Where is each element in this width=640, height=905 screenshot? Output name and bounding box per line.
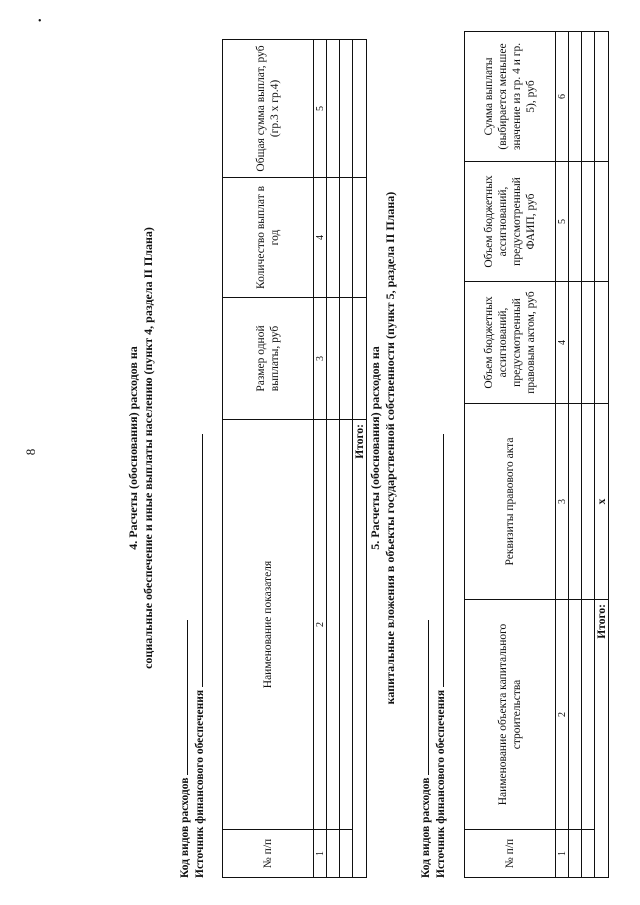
s4-col-name-header: Наименование показателя bbox=[223, 420, 314, 830]
section-5-header-row bbox=[465, 32, 556, 878]
s4-col-size-header: Размер одной выплаты, руб bbox=[223, 298, 314, 420]
section-4-total-row bbox=[353, 40, 367, 878]
section-5-title-line1: 5. Расчеты (обоснования) расходов на bbox=[368, 346, 382, 550]
s4-colnum-1: 1 bbox=[314, 830, 327, 878]
section-4-istochnik-line bbox=[191, 434, 208, 878]
section-4-istochnik-fill-line bbox=[191, 434, 203, 687]
table-row bbox=[582, 32, 595, 878]
section-5-istochnik-line bbox=[432, 434, 449, 878]
section-5-kod-label: Код видов расходов bbox=[420, 777, 432, 878]
table-row bbox=[569, 32, 582, 878]
s5-col-act-header: Реквизиты правового акта bbox=[465, 404, 556, 600]
s5-colnum-2: 2 bbox=[556, 600, 569, 830]
s5-col-faip-volume-header: Объем бюджетных ассигнований, предусмотренный ФАИП, руб bbox=[465, 162, 556, 282]
section-4-title-line2: социальные обеспечение и иные выплаты населению (пункт 4, раздела II Плана) bbox=[141, 227, 155, 669]
s4-colnum-3: 3 bbox=[314, 298, 327, 420]
section-4-table bbox=[222, 39, 367, 878]
section-4-header-row bbox=[223, 40, 314, 878]
s5-colnum-4: 4 bbox=[556, 282, 569, 404]
section-5-istochnik-fill-line bbox=[432, 434, 444, 687]
section-4-title-line1: 4. Расчеты (обоснования) расходов на bbox=[126, 346, 140, 550]
s5-col-payment-header: Сумма выплаты (выбирается меньшее значение из гр. 4 и гр. 5), руб bbox=[465, 32, 556, 162]
s5-col-num-header: № п/п bbox=[465, 830, 556, 878]
section-5-kod-fill-line bbox=[417, 620, 429, 775]
section-5-istochnik-label: Источник финансового обеспечения bbox=[435, 689, 447, 878]
s5-colnum-5: 5 bbox=[556, 162, 569, 282]
s5-col-object-header: Наименование объекта капитального строительства bbox=[465, 600, 556, 830]
section-4-istochnik-label: Источник финансового обеспечения bbox=[194, 689, 206, 878]
s5-total-label: Итого: bbox=[595, 600, 609, 878]
s4-col-count-header: Количество выплат в год bbox=[223, 178, 314, 298]
s5-total-x: x bbox=[595, 404, 609, 600]
section-4-kod-fill-line bbox=[176, 620, 188, 775]
section-4-kod-label: Код видов расходов bbox=[179, 777, 191, 878]
s5-colnum-3: 3 bbox=[556, 404, 569, 600]
scan-dot-mark: • bbox=[38, 16, 42, 27]
section-4-title bbox=[126, 18, 156, 878]
s5-colnum-6: 6 bbox=[556, 32, 569, 162]
s4-colnum-4: 4 bbox=[314, 178, 327, 298]
s4-colnum-5: 5 bbox=[314, 40, 327, 178]
section-5-column-numbers-row bbox=[556, 32, 569, 878]
s4-colnum-2: 2 bbox=[314, 420, 327, 830]
section-5-title bbox=[368, 18, 398, 878]
page-number: 8 bbox=[23, 448, 38, 456]
s5-colnum-1: 1 bbox=[556, 830, 569, 878]
section-5-total-row bbox=[595, 32, 609, 878]
rotated-page-content bbox=[30, 18, 630, 878]
table-row bbox=[327, 40, 340, 878]
s4-total-label: Итого: bbox=[353, 420, 367, 878]
table-row bbox=[340, 40, 353, 878]
s5-col-act-volume-header: Объем бюджетных ассигнований, предусмотренный правовым актом, руб bbox=[465, 282, 556, 404]
section-5-table bbox=[464, 31, 609, 878]
s4-col-total-header: Общая сумма выплат, руб (гр.3 x гр.4) bbox=[223, 40, 314, 178]
section-5-title-line2: капитальные вложения в объекты государственной собственности (пункт 5, раздела II Плана) bbox=[383, 191, 397, 705]
section-4-column-numbers-row bbox=[314, 40, 327, 878]
s4-col-num-header: № п/п bbox=[223, 830, 314, 878]
